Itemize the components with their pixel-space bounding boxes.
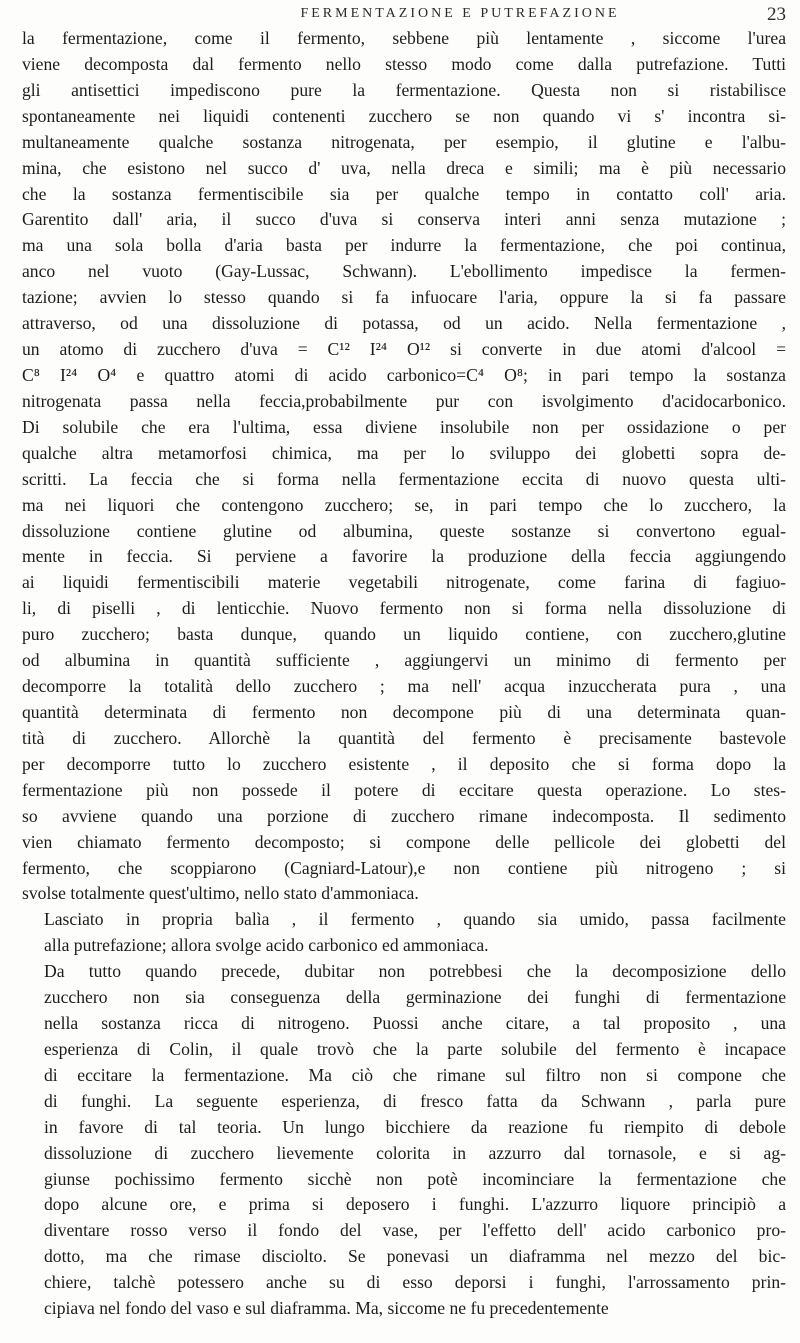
text-line: che la sostanza fermentiscibile sia per qualche tempo in contatto coll' aria. xyxy=(22,183,786,204)
text-line: multaneamente qualche sostanza nitrogenata, per esempio, il glutine e l'albu- xyxy=(22,131,786,152)
text-line: cipiava nel fondo del vaso e sul diaframma. Ma, siccome ne fu precedentemente xyxy=(44,1298,609,1319)
text-line: di funghi. La seguente esperienza, di fresco fatta da Schwann , parla pure xyxy=(44,1090,786,1111)
text-line: ma nei liquori che contengono zucchero; se, in pari tempo che lo zucchero, la xyxy=(22,494,786,515)
text-line: C⁸ I²⁴ O⁴ e quattro atomi di acido carbonico=C⁴ O⁸; in pari tempo la sostanza xyxy=(22,364,786,385)
text-line: Lasciato in propria balìa , il fermento , quando sia umido, passa facilmente xyxy=(44,909,786,930)
text-line: spontaneamente nei liquidi contenenti zucchero se non quando vi s' incontra si- xyxy=(22,105,786,126)
paragraph xyxy=(22,907,786,959)
text-line: mente in feccia. Si perviene a favorire la produzione della feccia aggiungendo xyxy=(22,546,786,567)
text-line: nella sostanza ricca di nitrogeno. Puossi anche citare, a tal proposito , una xyxy=(44,1013,786,1034)
paragraph xyxy=(22,26,786,907)
text-line: esperienza di Colin, il quale trovò che la parte solubile del fermento è incapace xyxy=(44,1038,786,1059)
text-line: un atomo di zucchero d'uva = C¹² I²⁴ O¹² si converte in due atomi d'alcool = xyxy=(22,339,786,360)
text-line: mina, che esistono nel succo d' uva, nella dreca e simili; ma è più necessario xyxy=(22,157,786,178)
text-line: ai liquidi fermentiscibili materie vegetabili nitrogenate, come farina di fagiuo- xyxy=(22,572,786,593)
text-line: dissoluzione contiene glutine od albumina, queste sostanze si convertono egual- xyxy=(22,520,786,541)
text-line: attraverso, od una dissoluzione di potassa, od un acido. Nella fermentazione , xyxy=(22,313,786,334)
page-number: 23 xyxy=(767,4,786,25)
text-line: fermentazione più non possede il potere di eccitare questa operazione. Lo stes- xyxy=(22,779,786,800)
text-line: od albumina in quantità sufficiente , aggiungervi un minimo di fermento per xyxy=(22,650,786,671)
text-line: gli antisettici impediscono pure la fermentazione. Questa non si ristabilisce xyxy=(22,79,786,100)
text-line: alla putrefazione; allora svolge acido carbonico ed ammoniaca. xyxy=(44,935,489,956)
text-line: dissoluzione di zucchero lievemente colorita in azzurro dal tornasole, e si ag- xyxy=(44,1142,786,1163)
text-line: giunse pochissimo fermento sicchè non potè incominciare la fermentazione che xyxy=(44,1168,786,1189)
text-line: Garentito dall' aria, il succo d'uva si conserva interi anni senza mutazione ; xyxy=(22,209,786,230)
text-line: dopo alcune ore, e prima si deposero i funghi. L'azzurro liquore principiò a xyxy=(44,1194,786,1215)
text-line: Da tutto quando precede, dubitar non potrebbesi che la decomposizione dello xyxy=(44,961,786,982)
text-line: so avviene quando una porzione di zucchero rimane indecomposta. Il sedimento xyxy=(22,805,786,826)
text-line: chiere, talchè potessero anche su di esso deporsi i funghi, l'arrossamento prin- xyxy=(44,1272,786,1293)
body-text xyxy=(22,26,786,1322)
paragraph xyxy=(22,959,786,1322)
text-line: vien chiamato fermento decomposto; si compone delle pellicole dei globetti del xyxy=(22,831,786,852)
text-line: fermento, che scoppiarono (Cagniard-Latour),e non contiene più nitrogeno ; si xyxy=(22,857,786,878)
text-line: in favore di tal teoria. Un lungo bicchiere da reazione fu riempito di debole xyxy=(44,1116,786,1137)
text-line: diventare rosso verso il fondo del vase, per l'effetto dell' acido carbonico pro- xyxy=(44,1220,786,1241)
text-line: Di solubile che era l'ultima, essa diviene insolubile non per ossidazione o per xyxy=(22,416,786,437)
text-line: di eccitare la fermentazione. Ma ciò che rimane sul filtro non si compone che xyxy=(44,1064,786,1085)
text-line: decomporre la totalità dello zucchero ; ma nell' acqua inzuccherata pura , una xyxy=(22,676,786,697)
text-line: viene decomposta dal fermento nello stesso modo come dalla putrefazione. Tutti xyxy=(22,53,786,74)
text-line: scritti. La feccia che si forma nella fermentazione eccita di nuovo questa ulti- xyxy=(22,468,786,489)
text-line: per decomporre tutto lo zucchero esistente , il deposito che si forma dopo la xyxy=(22,753,786,774)
text-line: puro zucchero; basta dunque, quando un liquido contiene, con zucchero,glutine xyxy=(22,624,786,645)
text-line: ma una sola bolla d'aria basta per indurre la fermentazione, che poi continua, xyxy=(22,235,786,256)
running-head: FERMENTAZIONE E PUTREFAZIONE xyxy=(300,6,620,21)
text-line: qualche altra metamorfosi chimica, ma per lo sviluppo dei globetti sopra de- xyxy=(22,442,786,463)
text-line: zucchero non sia conseguenza della germinazione dei funghi di fermentazione xyxy=(44,987,786,1008)
text-line: svolse totalmente quest'ultimo, nello stato d'ammoniaca. xyxy=(22,883,419,904)
text-line: anco nel vuoto (Gay-Lussac, Schwann). L'ebollimento impedisce la fermen- xyxy=(22,261,786,282)
text-line: la fermentazione, come il fermento, sebbene più lentamente , siccome l'urea xyxy=(22,28,786,48)
text-line: tazione; avvien lo stesso quando si fa infuocare l'aria, oppure la si fa passare xyxy=(22,287,786,308)
text-line: nitrogenata passa nella feccia,probabilmente pur con isvolgimento d'acidocarbonico. xyxy=(22,390,786,411)
text-line: dotto, ma che rimase disciolto. Se ponevasi un diaframma nel mezzo del bic- xyxy=(44,1246,786,1267)
text-line: tità di zucchero. Allorchè la quantità del fermento è precisamente bastevole xyxy=(22,727,786,748)
text-line: quantità determinata di fermento non decompone più di una determinata quan- xyxy=(22,701,786,722)
text-line: li, di piselli , di lenticchie. Nuovo fermento non si forma nella dissoluzione di xyxy=(22,598,786,619)
